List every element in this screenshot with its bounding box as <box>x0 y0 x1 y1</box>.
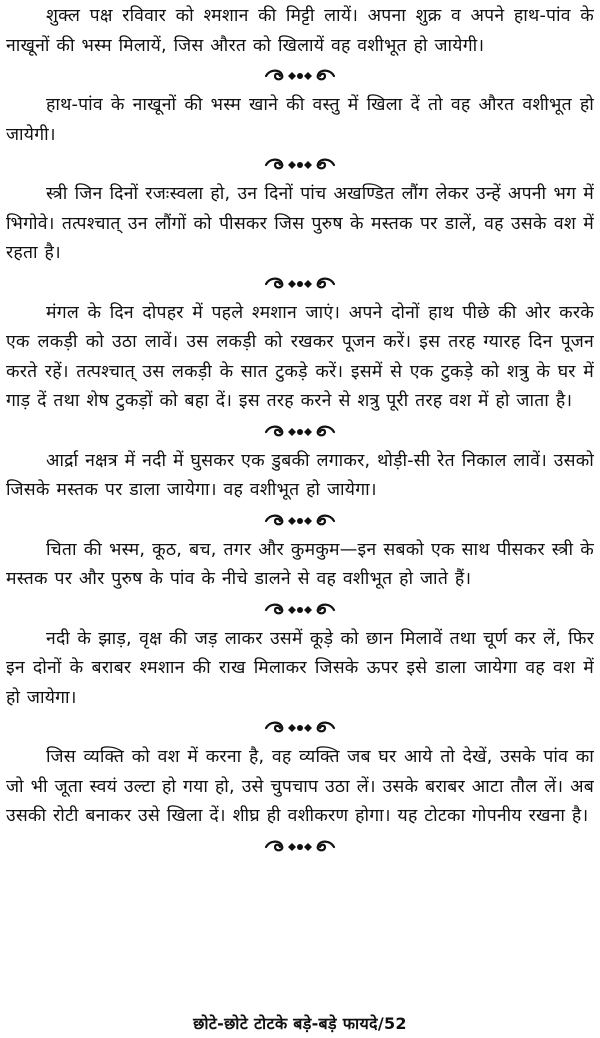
paragraph-6: चिता की भस्म, कूठ, बच, तगर और कुमकुम—इन सबको एक साथ पीसकर स्त्री के मस्तक पर और पुरुष के पांव के नीचे डालने से वह वशीभूत हो जाते हैं। <box>6 539 594 589</box>
paragraph-8: जिस व्यक्ति को वश में करना है, वह व्यक्ति जब घर आये तो देखें, उसके पांव का जो भी जूता स्वयं उल्टा हो गया हो, उसे चुपचाप उठा लें। उसके बराबर आटा तौल लें। अब उसकी रोटी बनाकर उसे खिला दें। शीघ्र ही वशीकरण होगा। यह टोटका गोपनीय रखना है। <box>6 747 594 826</box>
fleuron-divider-icon <box>6 832 594 862</box>
paragraph-3: स्त्री जिन दिनों रजःस्वला हो, उन दिनों पांच अखण्डित लौंग लेकर उन्हें अपनी भग में भिगोवे। तत्पश्चात् उन लौंगों को पीसकर जिस पुरुष के मस्तक पर डालें, वह उसके वश में रहता है। <box>6 184 594 263</box>
fleuron-divider-icon <box>6 61 594 91</box>
fleuron-divider-icon <box>6 417 594 447</box>
paragraph-1: शुक्ल पक्ष रविवार को श्मशान की मिट्टी लायें। अपना शुक्र व अपने हाथ-पांव के नाखूनों की भस्म मिलायें, जिस औरत को खिलायें वह वशीभूत हो जायेगी। <box>6 6 594 56</box>
page-footer: छोटे-छोटे टोटके बड़े-बड़े फायदे/52 <box>193 1014 407 1033</box>
fleuron-divider-icon <box>6 150 594 180</box>
paragraph-7: नदी के झाड़, वृक्ष की जड़ लाकर उसमें कूड़े को छान मिलावें तथा चूर्ण कर लें, फिर इन दोनों के बराबर श्मशान की राख मिलाकर जिसके ऊपर इसे डाला जायेगा वह वश में हो जायेगा। <box>6 628 594 708</box>
paragraph-4: मंगल के दिन दोपहर में पहले श्मशान जाएं। अपने दोनों हाथ पीछे की ओर करके एक लकड़ी को उठा लावें। उस लकड़ी को रखकर पूजन करें। इस तरह ग्यारह दिन पूजन करते रहें। तत्पश्चात् उस लकड़ी के सात टुकड़े करें। इसमें से एक टुकड़े को शत्रु के घर में गाड़ दें तथा शेष टुकड़ों को बहा दें। इस तरह करने से शत्रु पूरी तरह वश में हो जाता है। <box>6 302 594 411</box>
fleuron-divider-icon <box>6 595 594 625</box>
fleuron-divider-icon <box>6 269 594 299</box>
fleuron-divider-icon <box>6 713 594 743</box>
fleuron-divider-icon <box>6 506 594 536</box>
paragraph-5: आर्द्रा नक्षत्र में नदी में घुसकर एक डुबकी लगाकर, थोड़ी-सी रेत निकाल लावें। उसको जिसके मस्तक पर डाला जायेगा। वह वशीभूत हो जायेगा। <box>6 450 594 500</box>
paragraph-2: हाथ-पांव के नाखूनों की भस्म खाने की वस्तु में खिला दें तो वह औरत वशीभूत हो जायेगी। <box>6 95 594 145</box>
